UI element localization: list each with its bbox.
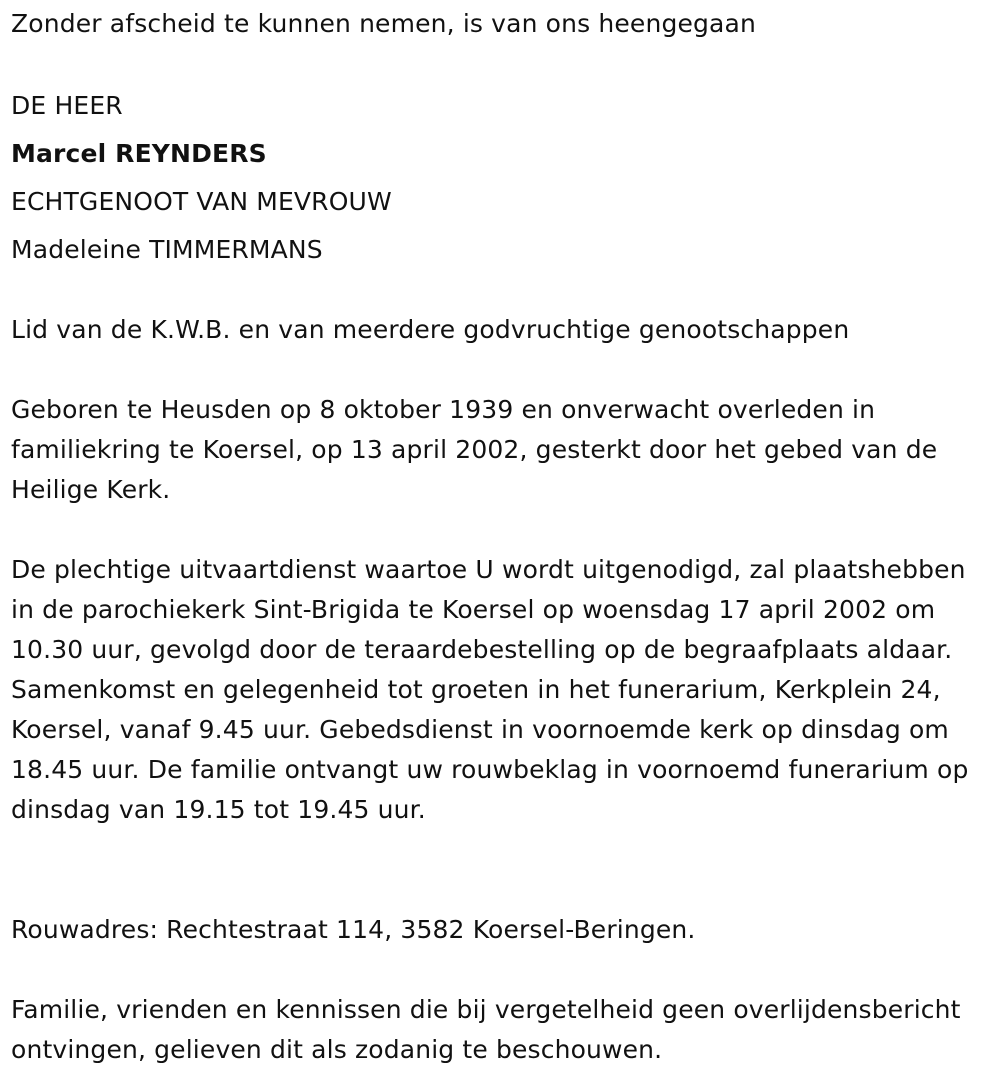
address-text: Rouwadres: Rechtestraat 114, 3582 Koersel-Beringen. <box>11 915 696 944</box>
title-text: DE HEER <box>11 91 123 120</box>
membership-text: Lid van de K.W.B. en van meerdere godvruchtige genootschappen <box>11 315 850 344</box>
relation-text: ECHTGENOOT VAN MEVROUW <box>11 187 392 216</box>
birth-death-paragraph: Geboren te Heusden op 8 oktober 1939 en onverwacht overleden in familiekring te Koersel, op 13 april 2002, gesterkt door het gebed van de Heilige Kerk. <box>11 395 938 504</box>
closing-paragraph: Familie, vrienden en kennissen die bij vergetelheid geen overlijdensbericht ontvingen, gelieven dit als zodanig te beschouwen. <box>11 995 961 1064</box>
intro-text: Zonder afscheid te kunnen nemen, is van ons heengegaan <box>11 9 756 38</box>
funeral-paragraph: De plechtige uitvaartdienst waartoe U wordt uitgenodigd, zal plaatshebben in de parochiekerk Sint-Brigida te Koersel op woensdag 17 april 2002 om 10.30 uur, gevolgd door de teraardebestelling op de begraafplaats aldaar. Samenkomst en gelegenheid tot groeten in het funerarium, Kerkplein 24, Koersel, vanaf 9.45 uur. Gebedsdienst in voornoemde kerk op dinsdag om 18.45 uur. De familie ontvangt uw rouwbeklag in voornoemd funerarium op dinsdag van 19.15 tot 19.45 uur. <box>11 555 969 824</box>
deceased-name: Marcel REYNDERS <box>11 139 267 168</box>
spouse-name: Madeleine TIMMERMANS <box>11 235 323 264</box>
